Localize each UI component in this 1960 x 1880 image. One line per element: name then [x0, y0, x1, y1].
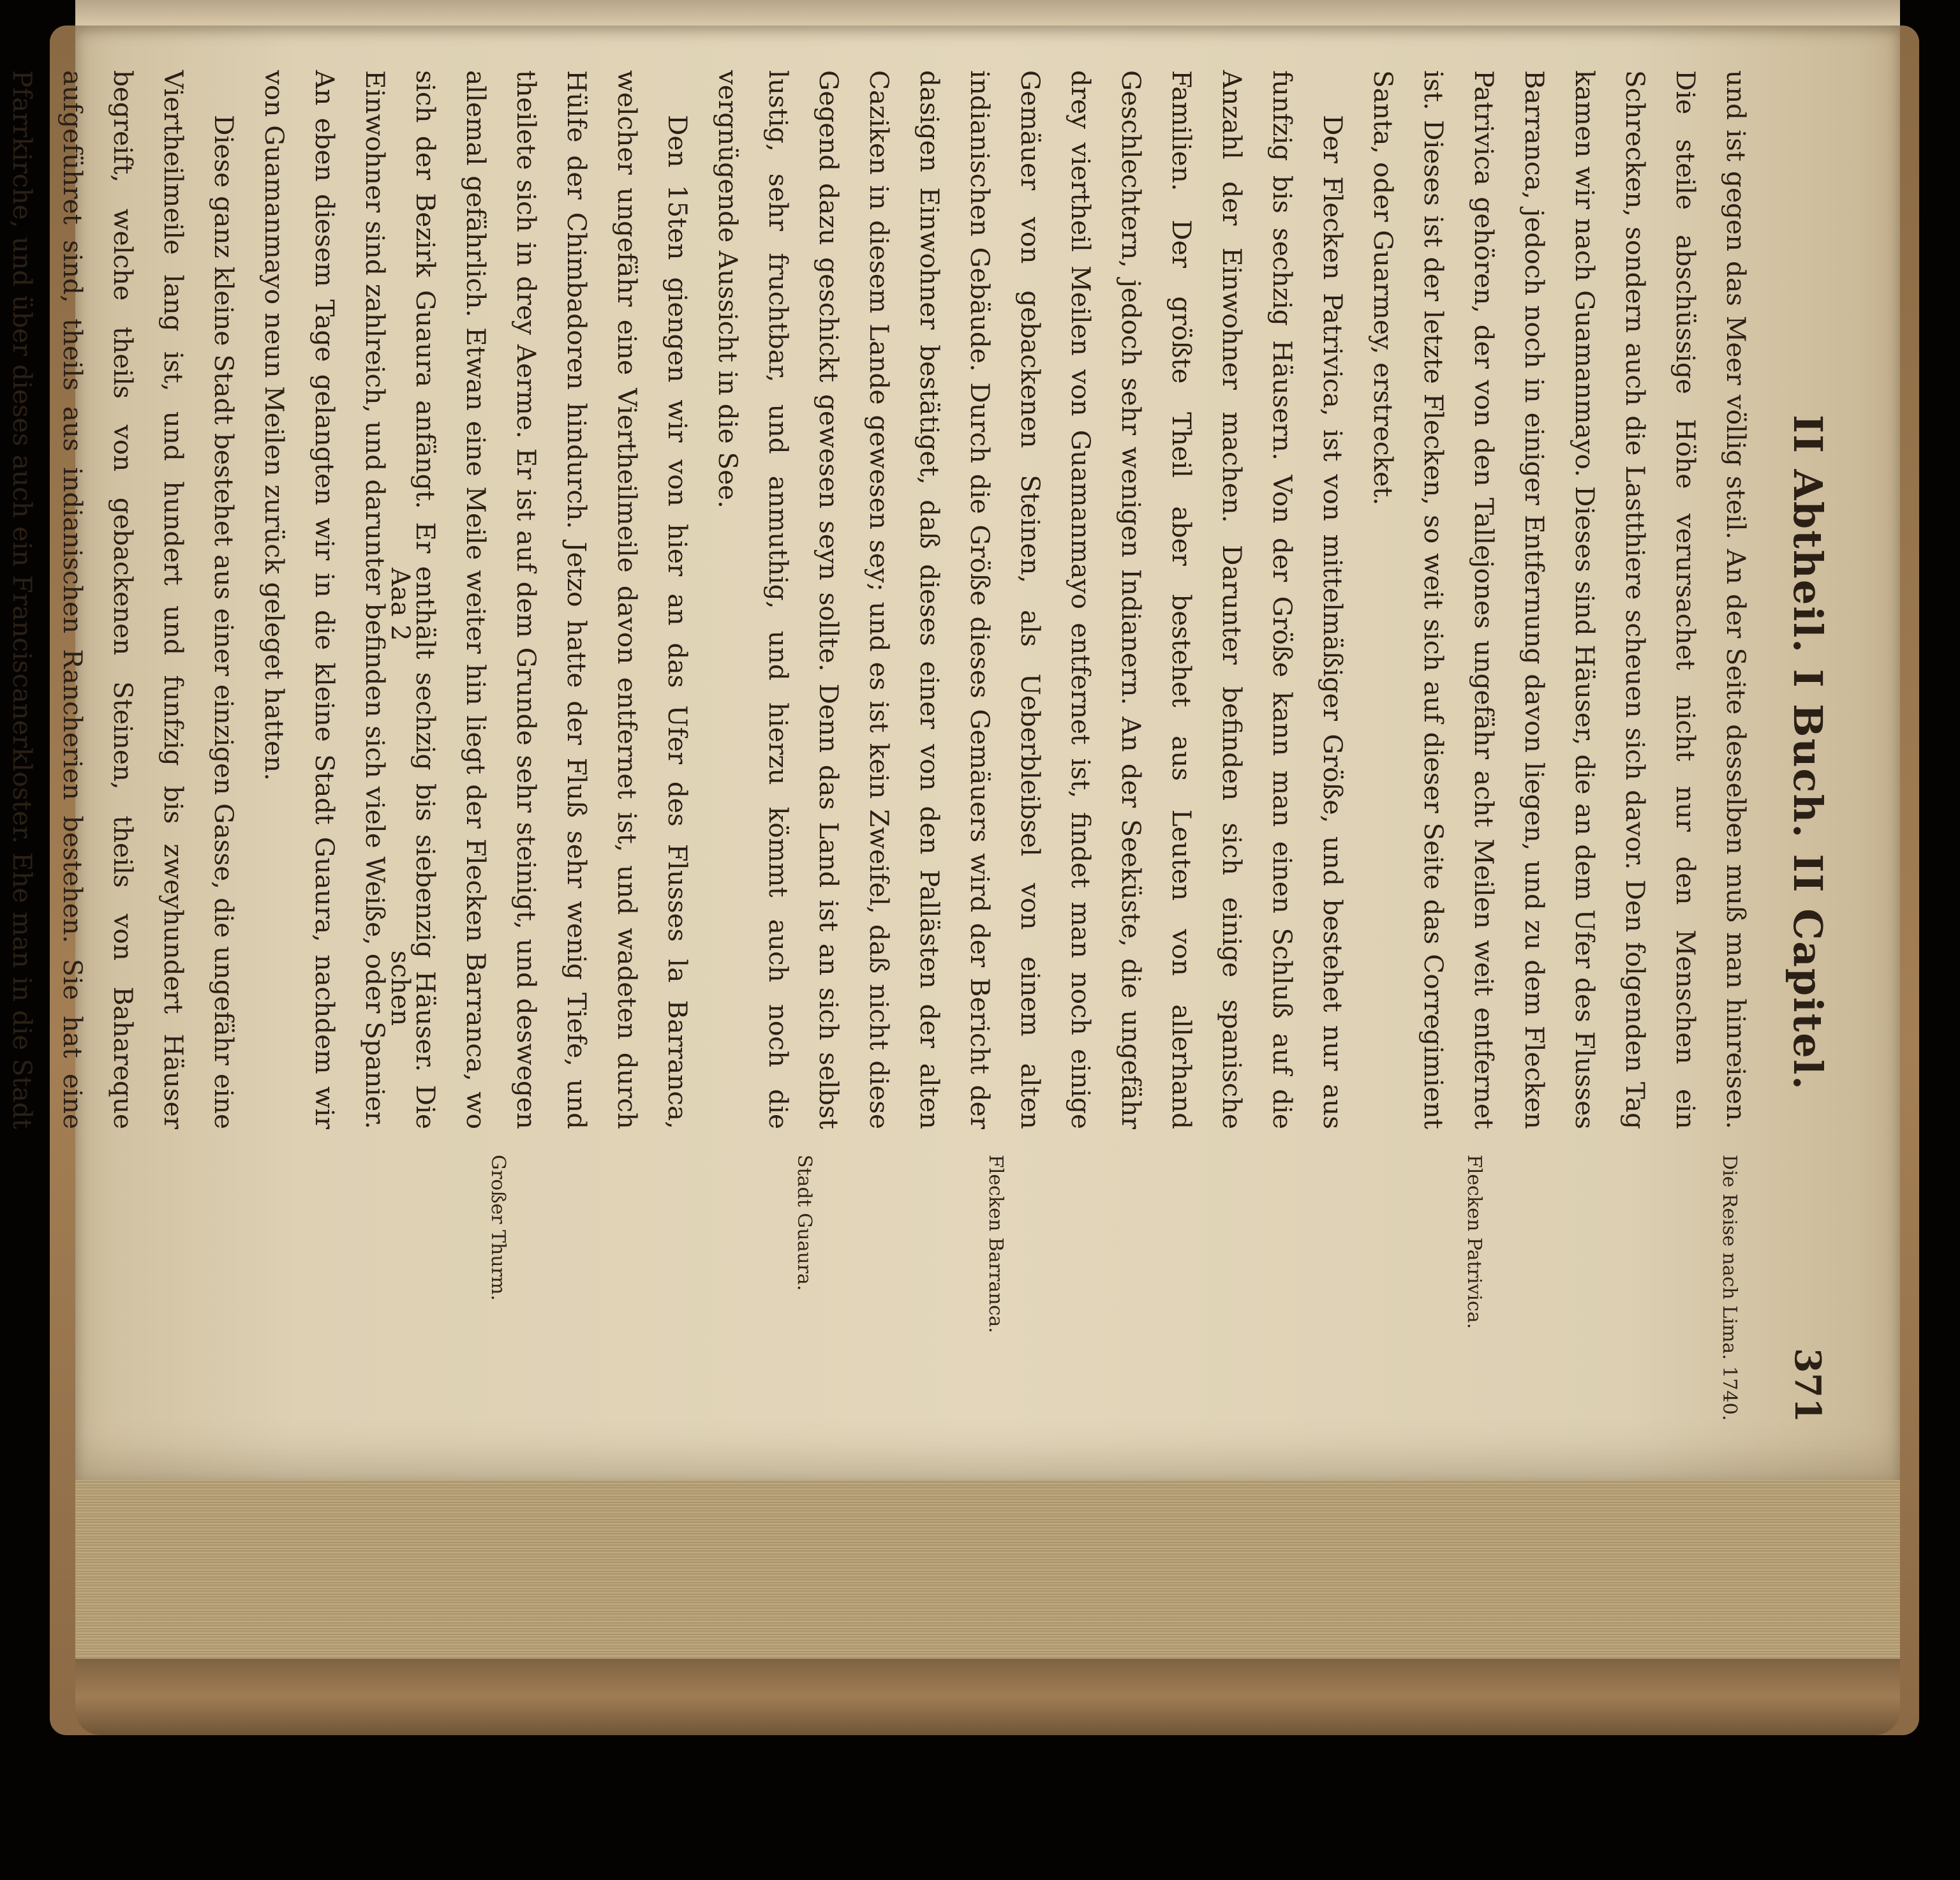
facing-page-edge [75, 0, 1900, 27]
paragraph: Der Flecken Patrivica, ist von mittelmäßiger Größe, und bestehet nur aus funfzig bis sechzig Häusern. Von der Größe kann man einen Schluß auf die Anzahl der Einwohner machen. Darunter befinden sich einige spanische Familien. Der größte Theil aber bestehet aus Leuten von allerhand Geschlechtern, jedoch sehr wenigen Indianern. An der Seeküste, die ungefähr drey viertheil Meilen von Guamanmayo entfernet ist, findet man noch einige Gemäuer von gebackenen Steinen, als Ueberbleibsel von einem alten indianischen Gebäude. Durch die Größe dieses Gemäuers wird der Bericht der dasigen Einwohner bestätiget, daß dieses einer von den Pallästen der alten Caziken in diesem Lande gewesen sey; und es ist kein Zweifel, daß nicht diese Gegend dazu geschickt gewesen seyn sollte. Denn das Land ist an sich selbst lustig, sehr fruchtbar, und anmuthig, und hierzu kömmt auch noch die vergnügende Aussicht in die See. [713, 70, 1348, 1129]
rotated-text-block [7, 70, 1831, 1435]
binding-edge [75, 1659, 1900, 1735]
page-number: 371 [1786, 1348, 1829, 1423]
chapter-heading: II Abtheil. I Buch. II Capitel. [1785, 415, 1831, 1091]
page-edges [75, 1480, 1900, 1673]
paragraph: und ist gegen das Meer völlig steil. An der Seite desselben muß man hinreisen. Die steile abschüssige Höhe verursachet nicht nur den Menschen ein Schrecken, sondern auch die Lastthiere scheuen sich davor. Den folgenden Tag kamen wir nach Guamanmayo. Dieses sind Häuser, die an dem Ufer des Flusses Barranca, jedoch noch in einiger Entfernung davon liegen, und zu dem Flecken Patrivica gehören, der von den Tallejones ungefähr acht Meilen weit entfernet ist. Dieses ist der letzte Flecken, so weit sich auf dieser Seite das Corregimient Santa, oder Guarmey, erstrecket. [1368, 70, 1751, 1129]
paragraph: Diese ganz kleine Stadt bestehet aus einer einzigen Gasse, die ungefähr eine Viertheilmeile lang ist, und hundert und funfzig bis zweyhundert Häuser begreift, welche theils von gebackenen Steinen, theils von Bahareque aufgeführet sind, theils aus indianischen Rancherien bestehen. Sie hat eine Pfarrkirche, und über dieses auch ein Franciscanerkloster. Ehe man in die Stadt [7, 70, 239, 1129]
margin-note: Flecken Patrivica. [1463, 1155, 1485, 1329]
catchword: schen [385, 951, 415, 1026]
margin-note: Flecken Barranca. [984, 1155, 1007, 1333]
paragraph: Den 15ten giengen wir von hier an das Ufer des Flusses la Barranca, welcher ungefähr eine Viertheilmeile davon entfernet ist, und wadeten durch Hülfe der Chimbadoren hindurch. Jetzo hatte der Fluß sehr wenig Tiefe, und theilete sich in drey Aerme. Er ist auf dem Grunde sehr steinigt, und deswegen allemal gefährlich. Etwan eine Meile weiter hin liegt der Flecken Barranca, wo sich der Bezirk Guaura anfängt. Er enthält sechzig bis siebenzig Häuser. Die Einwohner sind zahlreich, und darunter befinden sich viele Weiße, oder Spanier. An eben diesem Tage gelangten wir in die kleine Stadt Guaura, nachdem wir von Guamanmayo neun Meilen zurück geleget hatten. [259, 70, 693, 1129]
margin-note: Großer Thurm. [487, 1155, 509, 1301]
margin-note: Stadt Guaura. [793, 1155, 815, 1291]
signature-mark: Aaa 2 [385, 568, 415, 641]
body-text [0, 70, 1761, 1129]
running-head [1786, 70, 1831, 1435]
margin-note: Die Reise nach Lima. 1740. [1718, 1155, 1741, 1421]
